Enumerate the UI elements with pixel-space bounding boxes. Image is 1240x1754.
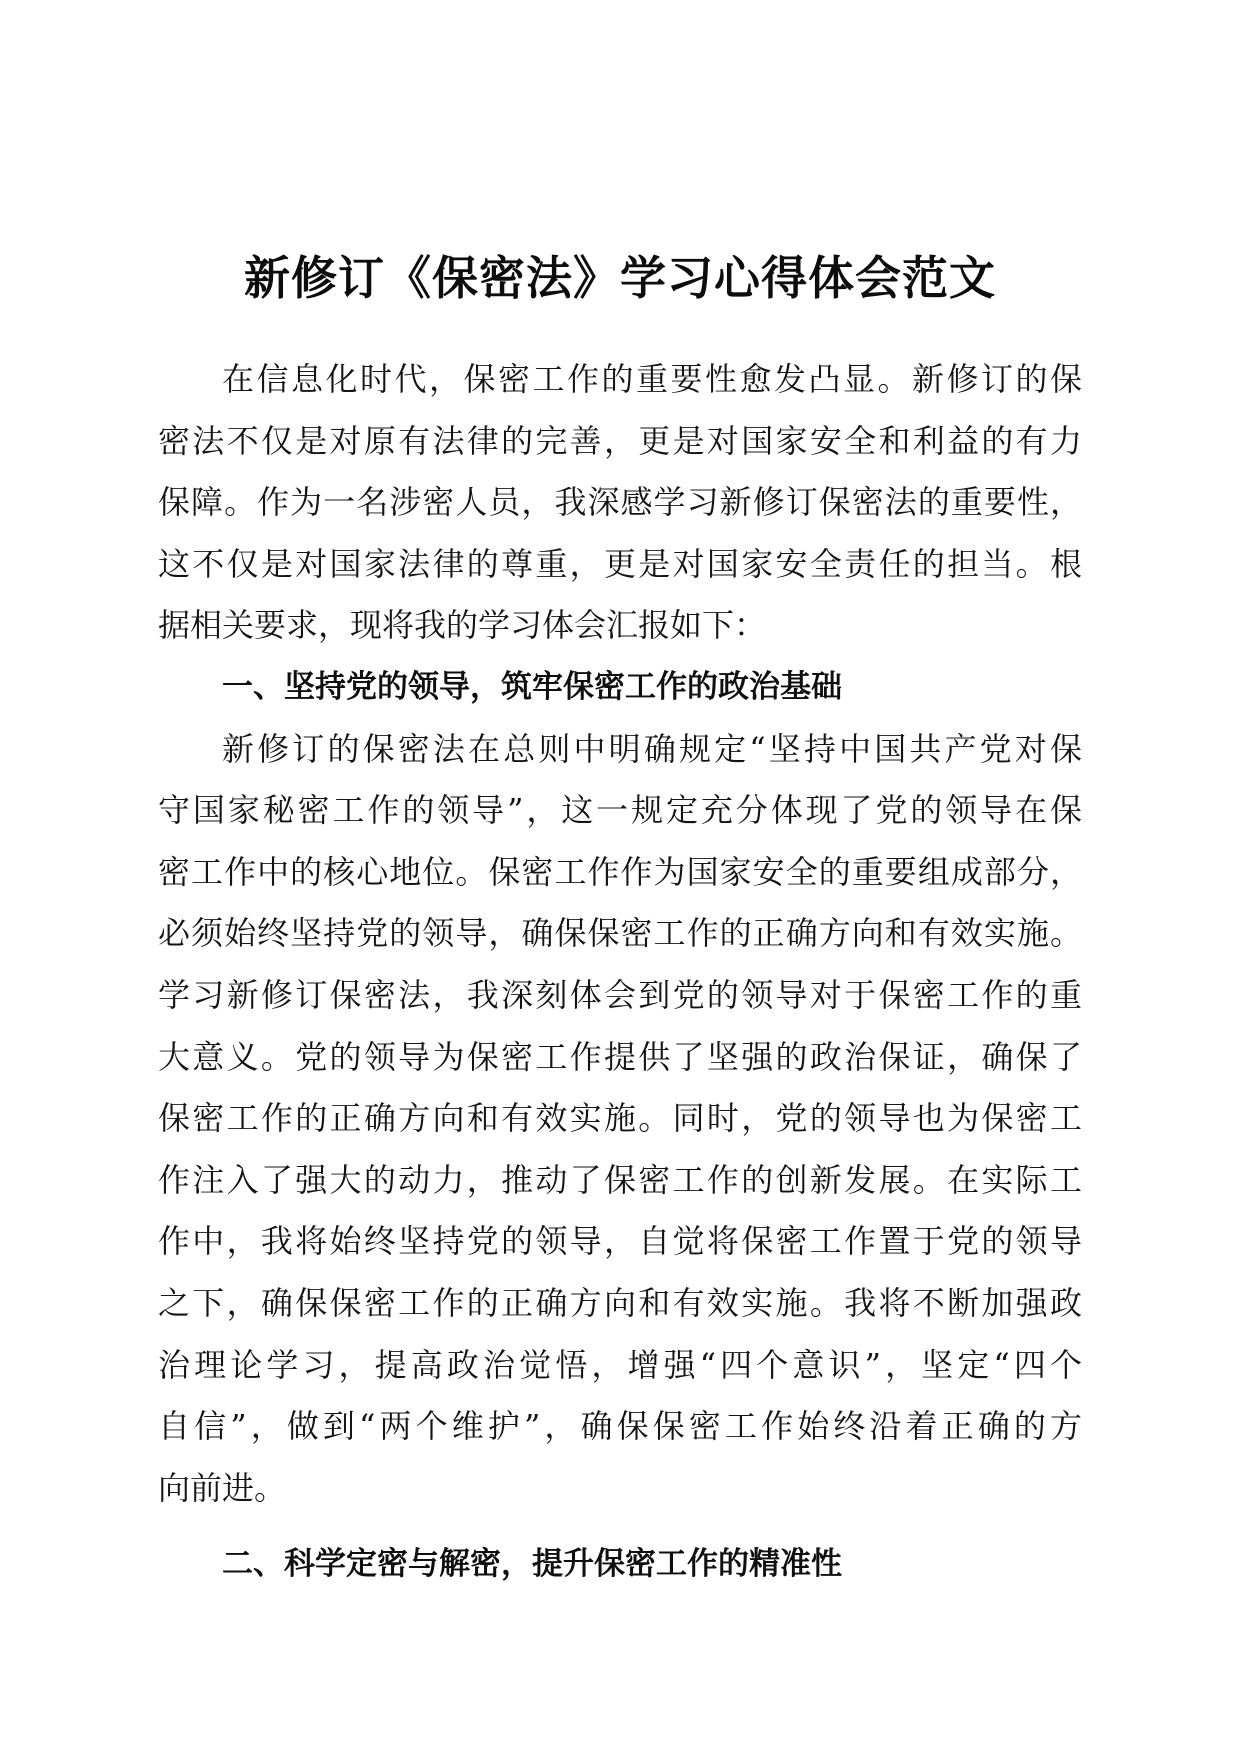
paragraph-line: 向前进。 bbox=[158, 1468, 287, 1507]
section-heading: 二、科学定密与解密，提升保密工作的精准性 bbox=[222, 1546, 842, 1583]
paragraph-line: 新修订的保密法在总则中明确规定“坚持中国共产党对保 bbox=[222, 729, 1082, 768]
document-body bbox=[158, 361, 1082, 1608]
paragraph-line: 保障。作为一名涉密人员，我深感学习新修订保密法的重要性， bbox=[158, 483, 1082, 522]
paragraph-line: 大意义。党的领导为保密工作提供了坚强的政治保证，确保了 bbox=[158, 1037, 1082, 1076]
paragraph-line: 这不仅是对国家法律的尊重，更是对国家安全责任的担当。根 bbox=[158, 544, 1082, 583]
page-title: 新修订《保密法》学习心得体会范文 bbox=[244, 251, 996, 305]
paragraph-line: 在信息化时代，保密工作的重要性愈发凸显。新修订的保 bbox=[222, 360, 1082, 398]
paragraph-line: 密工作中的核心地位。保密工作作为国家安全的重要组成部分， bbox=[158, 852, 1082, 891]
paragraph-line: 保密工作的正确方向和有效实施。同时，党的领导也为保密工 bbox=[158, 1099, 1082, 1138]
paragraph-line: 必须始终坚持党的领导，确保保密工作的正确方向和有效实施。 bbox=[158, 914, 1082, 953]
paragraph-line: 之下，确保保密工作的正确方向和有效实施。我将不断加强政 bbox=[158, 1283, 1082, 1322]
paragraph-line: 作注入了强大的动力，推动了保密工作的创新发展。在实际工 bbox=[158, 1160, 1082, 1199]
section-heading: 一、坚持党的领导，筑牢保密工作的政治基础 bbox=[222, 668, 842, 705]
paragraph-line: 密法不仅是对原有法律的完善，更是对国家安全和利益的有力 bbox=[158, 421, 1082, 460]
paragraph-line: 学习新修订保密法，我深刻体会到党的领导对于保密工作的重 bbox=[158, 975, 1082, 1014]
section-paragraph bbox=[158, 731, 1082, 1532]
intro-paragraph bbox=[158, 361, 1082, 669]
paragraph-line: 治理论学习，提高政治觉悟，增强“四个意识”，坚定“四个 bbox=[158, 1345, 1082, 1384]
paragraph-line: 自信”，做到“两个维护”，确保保密工作始终沿着正确的方 bbox=[158, 1407, 1082, 1446]
paragraph-line: 作中，我将始终坚持党的领导，自觉将保密工作置于党的领导 bbox=[158, 1222, 1082, 1261]
paragraph-line: 守国家秘密工作的领导”，这一规定充分体现了党的领导在保 bbox=[158, 791, 1082, 830]
paragraph-line: 据相关要求，现将我的学习体会汇报如下： bbox=[158, 606, 767, 645]
